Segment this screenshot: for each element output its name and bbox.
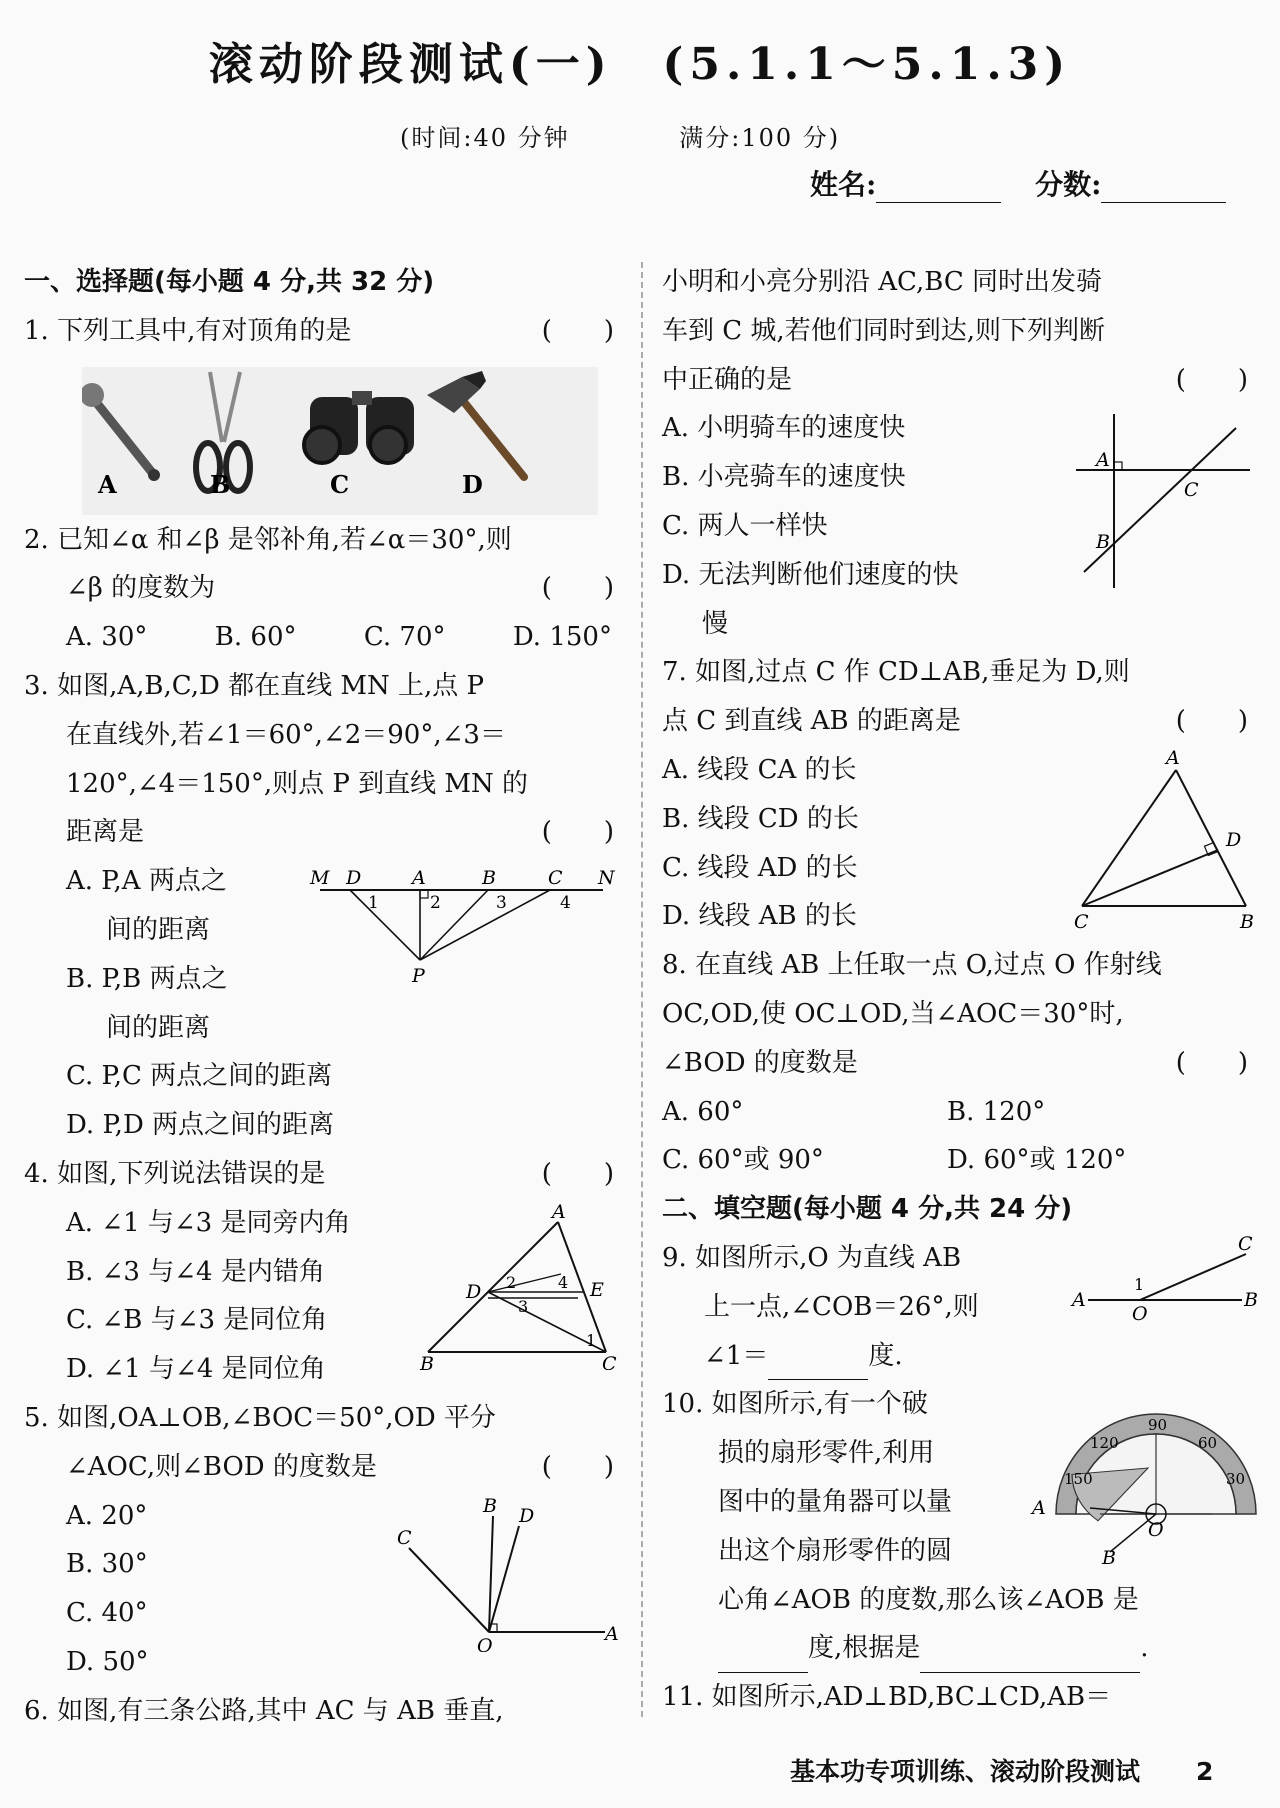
q7-line1: 7. 如图,过点 C 作 CD⊥AB,垂足为 D,则 xyxy=(662,657,1130,688)
q9-label-a: A xyxy=(1072,1289,1086,1311)
q5-line2: ∠AOC,则∠BOD 的度数是 xyxy=(66,1451,377,1482)
q3-label-b: B xyxy=(482,868,496,889)
q6-line4: 中正确的是 xyxy=(662,364,793,395)
q9-line3-prefix: ∠1＝ xyxy=(704,1340,769,1371)
q6-line3: 车到 C 城,若他们同时到达,则下列判断 xyxy=(662,315,1105,346)
q10-label-o: O xyxy=(1148,1519,1164,1541)
q9-line3 xyxy=(662,1332,1256,1381)
q6-label-b: B xyxy=(1096,531,1110,553)
q3-line3: 120°,∠4＝150°,则点 P 到直线 MN 的 xyxy=(66,768,529,799)
q10-tick-60: 60 xyxy=(1198,1434,1218,1452)
q5-option-d[interactable]: D. 50° xyxy=(66,1646,149,1677)
q5-label-d: D xyxy=(519,1505,535,1527)
q4-option-c[interactable]: C. ∠B 与∠3 是同位角 xyxy=(66,1305,328,1336)
q8-option-b[interactable]: B. 120° xyxy=(947,1096,1046,1127)
q10-answer-blank-2[interactable] xyxy=(920,1646,1140,1673)
q6-label-a: A xyxy=(1096,449,1110,471)
q7-figure xyxy=(1070,746,1258,932)
q4-angle-4: 4 xyxy=(558,1273,569,1292)
q5-label-b: B xyxy=(483,1495,497,1517)
q8-line3: ∠BOD 的度数是 xyxy=(662,1047,858,1078)
q2-option-d[interactable]: D. 150° xyxy=(512,622,612,653)
q10-line4: 出这个扇形零件的圆 xyxy=(718,1535,953,1566)
q9-label-o: O xyxy=(1132,1303,1148,1325)
q9-line1: 9. 如图所示,O 为直线 AB xyxy=(662,1242,962,1273)
q4-angle-3: 3 xyxy=(518,1297,529,1316)
name-score-bar xyxy=(810,163,1250,203)
q10-line6 xyxy=(662,1624,1256,1673)
q3-angle-2: 2 xyxy=(430,893,441,913)
q7-option-a[interactable]: A. 线段 CA 的长 xyxy=(662,754,857,785)
q8-answer-paren[interactable]: ( ) xyxy=(1175,1047,1248,1078)
q7-line2: 点 C 到直线 AB 的距离是 xyxy=(662,706,961,737)
footer-text: 基本功专项训练、滚动阶段测试 xyxy=(790,1757,1141,1786)
q7-option-d[interactable]: D. 线段 AB 的长 xyxy=(662,901,857,932)
q10-tick-30: 30 xyxy=(1226,1470,1246,1488)
q3-label-a: A xyxy=(412,868,426,889)
score-blank[interactable] xyxy=(1101,176,1226,203)
q2-answer-paren[interactable]: ( ) xyxy=(541,573,614,604)
q4-line1: 4. 如图,下列说法错误的是 xyxy=(24,1158,326,1189)
q4-option-b[interactable]: B. ∠3 与∠4 是内错角 xyxy=(66,1256,325,1287)
q9-label-c: C xyxy=(1238,1236,1253,1255)
score-label: 分数: xyxy=(1035,168,1102,201)
q2-line1: 2. 已知∠α 和∠β 是邻补角,若∠α＝30°,则 xyxy=(24,524,512,555)
q10-line2: 损的扇形零件,利用 xyxy=(718,1438,935,1469)
q8 xyxy=(662,941,1256,1185)
q5-answer-paren[interactable]: ( ) xyxy=(541,1451,614,1482)
q3-label-p: P xyxy=(412,965,425,987)
q10-line6-text: 度,根据是 xyxy=(808,1633,921,1664)
q7-option-b[interactable]: B. 线段 CD 的长 xyxy=(662,803,859,834)
q4-label-e: E xyxy=(590,1279,604,1301)
q11 xyxy=(662,1673,1256,1722)
q5-option-a[interactable]: A. 20° xyxy=(66,1500,148,1531)
q6-answer-paren[interactable]: ( ) xyxy=(1175,364,1248,395)
q8-options-row1 xyxy=(662,1088,1256,1137)
q3-angle-4: 4 xyxy=(560,893,571,913)
q3-option-b-line2: 间的距离 xyxy=(106,1012,211,1043)
q1-answer-paren[interactable]: ( ) xyxy=(541,315,614,346)
q3-answer-paren[interactable]: ( ) xyxy=(541,817,614,848)
q5-label-o: O xyxy=(477,1635,493,1652)
q5-label-a: A xyxy=(605,1623,619,1645)
q9-angle-1: 1 xyxy=(1134,1275,1145,1294)
q4-option-a[interactable]: A. ∠1 与∠3 是同旁内角 xyxy=(66,1207,351,1238)
q4-angle-2: 2 xyxy=(506,1273,517,1292)
q5-figure xyxy=(395,1492,627,1652)
q8-option-d[interactable]: D. 60°或 120° xyxy=(947,1145,1127,1176)
tool-label-d: D xyxy=(462,470,483,499)
q6-option-d-line1: D. 无法判断他们速度的快 xyxy=(662,559,959,590)
q9-line2: 上一点,∠COB＝26°,则 xyxy=(704,1291,979,1322)
q6-label-c: C xyxy=(1184,479,1199,501)
q7-option-c[interactable]: C. 线段 AD 的长 xyxy=(662,852,858,883)
q5-label-c: C xyxy=(397,1527,412,1549)
q10-line1: 10. 如图所示,有一个破 xyxy=(662,1389,928,1420)
q9-answer-blank[interactable] xyxy=(768,1353,868,1380)
q4-label-c: C xyxy=(602,1353,617,1370)
time-limit: (时间:40 分钟 xyxy=(400,124,570,152)
exam-info xyxy=(400,118,940,153)
q4-label-a: A xyxy=(552,1204,566,1223)
q10-tick-90: 90 xyxy=(1148,1416,1168,1434)
q8-option-c[interactable]: C. 60°或 90° xyxy=(662,1145,824,1176)
q6-figure xyxy=(1072,400,1258,590)
q2 xyxy=(24,516,622,662)
q5-option-c[interactable]: C. 40° xyxy=(66,1598,148,1629)
q5-line1: 5. 如图,OA⊥OB,∠BOC＝50°,OD 平分 xyxy=(24,1402,496,1433)
q2-option-c[interactable]: C. 70° xyxy=(363,622,446,653)
q10-figure xyxy=(1030,1384,1260,1564)
q10-tick-150: 150 xyxy=(1064,1470,1093,1488)
name-blank[interactable] xyxy=(876,176,1001,203)
q2-line2: ∠β 的度数为 xyxy=(66,573,216,604)
page-title: 滚动阶段测试(一) (5.1.1～5.1.3) xyxy=(208,39,1072,90)
q6-option-b[interactable]: B. 小亮骑车的速度快 xyxy=(662,462,906,493)
q3-label-d: D xyxy=(346,868,362,889)
q4-label-d: D xyxy=(466,1281,482,1303)
q2-option-b[interactable]: B. 60° xyxy=(214,622,297,653)
q3-option-c[interactable]: C. P,C 两点之间的距离 xyxy=(66,1061,333,1092)
q2-option-a[interactable]: A. 30° xyxy=(66,622,148,653)
q10-label-a: A xyxy=(1032,1497,1046,1519)
q9-label-b: B xyxy=(1244,1289,1258,1311)
q8-options-row2 xyxy=(662,1136,1256,1185)
q10-label-b: B xyxy=(1102,1547,1116,1564)
q3-option-d[interactable]: D. P,D 两点之间的距离 xyxy=(66,1110,335,1141)
page-footer xyxy=(790,1752,1213,1788)
q9-line3-suffix: 度. xyxy=(868,1340,903,1371)
q7-label-c: C xyxy=(1074,911,1089,932)
q3-angle-1: 1 xyxy=(368,893,379,913)
q6-start xyxy=(24,1687,622,1736)
q1 xyxy=(24,307,622,356)
name-label: 姓名: xyxy=(810,168,877,201)
q3-option-b-line1: B. P,B 两点之 xyxy=(66,963,228,994)
tool-label-b: B xyxy=(210,470,231,499)
q8-option-a[interactable]: A. 60° xyxy=(662,1096,744,1127)
q6-line1: 6. 如图,有三条公路,其中 AC 与 AB 垂直, xyxy=(24,1695,504,1726)
tool-label-c: C xyxy=(330,470,350,499)
q4-label-b: B xyxy=(420,1353,434,1370)
q3-line1: 3. 如图,A,B,C,D 都在直线 MN 上,点 P xyxy=(24,670,485,701)
q10-answer-blank-1[interactable] xyxy=(718,1646,808,1673)
q4-figure xyxy=(418,1204,624,1370)
q3-option-a-line2: 间的距离 xyxy=(106,914,211,945)
q11-line1: 11. 如图所示,AD⊥BD,BC⊥CD,AB＝ xyxy=(662,1682,1112,1713)
q4-option-d[interactable]: D. ∠1 与∠4 是同位角 xyxy=(66,1354,326,1385)
q3-line2: 在直线外,若∠1＝60°,∠2＝90°,∠3＝ xyxy=(66,719,506,750)
q8-line1: 8. 在直线 AB 上任取一点 O,过点 O 作射线 xyxy=(662,950,1162,981)
tools-illustration xyxy=(82,367,598,515)
q1-tools-image xyxy=(82,367,598,515)
q10-line6-end: . xyxy=(1140,1633,1149,1664)
wrench-icon xyxy=(82,383,160,481)
q3-line4: 距离是 xyxy=(66,817,145,848)
q10-line3: 图中的量角器可以量 xyxy=(718,1486,953,1517)
q7-label-a: A xyxy=(1166,747,1180,769)
q7-answer-paren[interactable]: ( ) xyxy=(1175,706,1248,737)
q3-angle-3: 3 xyxy=(496,893,507,913)
q10-line5: 心角∠AOB 的度数,那么该∠AOB 是 xyxy=(718,1584,1139,1615)
q6-option-a[interactable]: A. 小明骑车的速度快 xyxy=(662,413,906,444)
q6-line2: 小明和小亮分别沿 AC,BC 同时出发骑 xyxy=(662,267,1103,297)
section2-heading: 二、填空题(每小题 4 分,共 24 分) xyxy=(662,1194,1073,1225)
q3-figure xyxy=(308,868,618,988)
tool-label-a: A xyxy=(98,470,117,499)
hammer-icon xyxy=(427,371,524,477)
q2-options xyxy=(24,613,622,662)
q1-text: 1. 下列工具中,有对顶角的是 xyxy=(24,315,352,346)
q6-option-d-line2: 慢 xyxy=(702,608,729,639)
q9-figure xyxy=(1070,1236,1260,1326)
q10-tick-120: 120 xyxy=(1090,1434,1119,1452)
q3-option-a-line1: A. P,A 两点之 xyxy=(66,866,227,897)
q5-option-b[interactable]: B. 30° xyxy=(66,1549,148,1580)
page-number: 2 xyxy=(1196,1757,1214,1786)
column-divider xyxy=(641,262,643,1717)
q6-option-c[interactable]: C. 两人一样快 xyxy=(662,510,828,541)
q3-label-m: M xyxy=(310,868,330,889)
section1-heading: 一、选择题(每小题 4 分,共 32 分) xyxy=(24,267,435,297)
binoculars-icon xyxy=(304,391,414,463)
full-score: 满分:100 分) xyxy=(679,124,841,152)
q7-label-d: D xyxy=(1226,829,1242,851)
q8-line2: OC,OD,使 OC⊥OD,当∠AOC＝30°时, xyxy=(662,998,1124,1029)
q3-label-n: N xyxy=(598,868,615,889)
q4-answer-paren[interactable]: ( ) xyxy=(541,1158,614,1189)
q7-label-b: B xyxy=(1240,911,1254,932)
q4-angle-1: 1 xyxy=(586,1331,597,1350)
q3-label-c: C xyxy=(548,868,563,889)
